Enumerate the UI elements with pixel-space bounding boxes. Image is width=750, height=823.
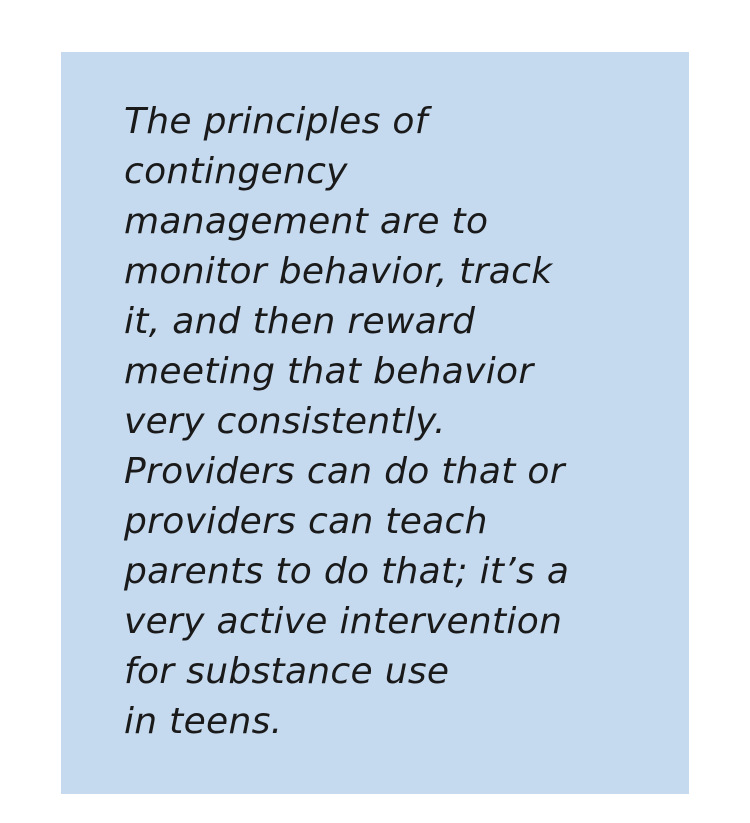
quote-line: providers can teach: [124, 501, 488, 542]
quote-line: parents to do that; it’s a: [124, 551, 570, 592]
quote-line: contingency: [124, 151, 348, 192]
quote-line: it, and then reward: [124, 301, 476, 342]
pull-quote-text: [124, 97, 569, 747]
quote-line: very consistently.: [124, 401, 446, 442]
quote-line: Providers can do that or: [124, 451, 565, 492]
quote-line: in teens.: [124, 701, 283, 742]
quote-line: management are to: [124, 201, 489, 242]
quote-line: monitor behavior, track: [124, 251, 553, 292]
quote-line: meeting that behavior: [124, 351, 534, 392]
quote-line: very active intervention: [124, 601, 563, 642]
quote-line: for substance use: [124, 651, 450, 692]
quote-line: The principles of: [124, 101, 428, 142]
